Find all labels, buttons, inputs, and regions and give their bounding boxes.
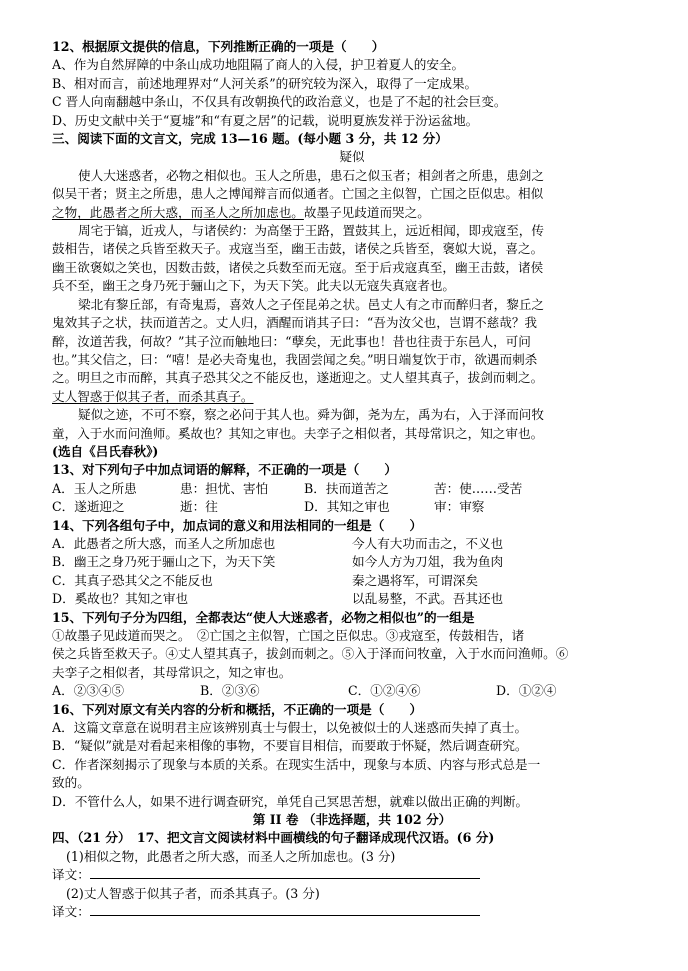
underlined-sentence-1: 之物，此愚者之所大惑，而圣人之所加虑也。	[52, 204, 304, 220]
q13-option-c-gloss: 逝：往	[180, 499, 218, 515]
answer-blank-2[interactable]	[90, 903, 480, 916]
passage-p1-line: 似吴干者；贤主之所患，患人之博闻辩言而似通者。亡国之主似智，亡国之臣似忠。相似	[52, 186, 544, 202]
q12-option-b: B、相对而言，前述地理界对“人河关系”的研究较为深入，取得了一定成果。	[52, 75, 478, 91]
q13-row	[52, 480, 652, 498]
translation-answer-1	[52, 866, 652, 884]
passage-p2-line: 鼓相告，诸侯之兵皆至救天子。戎寇当至，幽王击鼓，诸侯之兵皆至，褒姒大说，喜之。	[52, 241, 544, 257]
passage-p3-line: 鬼效其子之状，扶而道苦之。丈人归，酒醒而诮其子曰：“吾为汝父也，岂谓不慈哉？我	[52, 315, 538, 331]
q13-option-a: A．玉人之所患	[52, 480, 137, 496]
q14-option-c-left: C．其真子恐其父之不能反也	[52, 572, 213, 588]
q15-sentence-line: ①故墨子见歧道而哭之。 ②亡国之主似智，亡国之臣似忠。③戎寇至，传鼓相告，诸	[52, 628, 525, 643]
q15-stem: 15、下列句子分为四组，全都表达“使人大迷惑者，必物之相似也”的一组是	[52, 609, 475, 625]
q12-stem: 12、根据原文提供的信息，下列推断正确的一项是（ ）	[52, 39, 385, 54]
passage-p2-line: 幽王欲褒姒之笑也，因数击鼓，诸侯之兵数至而无寇。至于后戎寇真至，幽王击鼓，诸侯	[52, 259, 544, 275]
q16-option-c-cont: 致的。	[52, 775, 90, 791]
q14-option-b-left: B．幽王之身乃死于骊山之下，为天下笑	[52, 554, 276, 570]
passage-p3-line: 醉，汝道苦我，何故？”其子泣而触地曰：“孽矣，无此事也！昔也往责于东邑人，可问	[52, 333, 531, 349]
section3-heading: 三、阅读下面的文言文，完成 13—16 题。(每小题 3 分，共 12 分）	[52, 131, 448, 147]
passage-p4-line: 疑似之迹，不可不察，察之必问于其人也。舜为御，尧为左，禹为右，入于泽而问牧	[78, 407, 544, 423]
q16-option-c: C．作者深刻揭示了现象与本质的关系。在现实生活中，现象与本质、内容与形式总是一	[52, 756, 541, 772]
q14-row	[52, 572, 652, 590]
q13-row	[52, 498, 652, 516]
passage-p3-line-underlined	[52, 388, 652, 406]
q13-option-d: D．其知之审也	[304, 499, 390, 515]
passage-p3-line: 之。明旦之市而醉，其真子恐其父之不能反也，遂逝迎之。丈人望其真子，拔剑而刺之。	[52, 370, 544, 386]
q14-option-a-right: 今人有大功而击之，不义也	[352, 535, 504, 551]
q14-option-c-right: 秦之遇将军，可谓深矣	[352, 572, 478, 588]
passage-text: 故墨子见歧道而哭之。	[303, 204, 430, 220]
q15-sentence-line: 侯之兵皆至救天子。④丈人望其真子，拔剑而刺之。⑤入于泽而问牧童，入于水而问渔师。⑥	[52, 646, 569, 662]
q15-options	[52, 682, 652, 700]
q14-stem: 14、下列各组句子中，加点词的意义和用法相同的一组是（ ）	[52, 517, 423, 533]
q16-option-a: A．这篇文章意在说明君主应该辨别真士与假士，以免被似士的人迷惑而失掉了真士。	[52, 720, 528, 736]
q12-option-d: D、历史文献中关于“夏墟”和“有夏之居”的记载，说明夏族发祥于汾运盆地。	[52, 112, 479, 128]
passage-p2-line: 周宅于镐，近戎人，与诸侯约：为高堡于王路，置鼓其上，远近相闻，即戎寇至，传	[78, 223, 544, 239]
translation-prompt-1: (1)相似之物，此愚者之所大惑，而圣人之所加虑也。(3 分)	[66, 848, 396, 864]
underlined-sentence-2: 丈人智惑于似其子者，而杀其真子。	[52, 388, 254, 404]
q15-option-a: A．②③④⑤	[52, 683, 125, 699]
passage-source: (选自《吕氏春秋》)	[52, 443, 159, 459]
q15-sentence-line: 夫孪子之相似者，其母常识之，知之审也。	[52, 664, 292, 680]
q12-option-a: A、作为自然屏障的中条山成功地阻隔了商人的入侵，护卫着夏人的安全。	[52, 57, 465, 73]
passage-p4-line: 童，入于水而问渔师。奚故也？其知之审也。夫孪子之相似者，其母常识之，知之审也。	[52, 425, 544, 441]
q13-option-c: C．遂逝迎之	[52, 499, 125, 515]
q14-option-d-left: D．奚故也？其知之审也	[52, 591, 189, 607]
q12-option-c: C 晋人向南翻越中条山，不仅具有改朝换代的政治意义，也是了不起的社会巨变。	[52, 94, 507, 110]
q16-stem: 16、下列对原文有关内容的分析和概括，不正确的一项是（ ）	[52, 701, 423, 717]
q13-option-a-gloss: 患：担忧、害怕	[180, 480, 269, 496]
translation-answer-2	[52, 903, 652, 921]
q15-option-c: C．①②④⑥	[348, 683, 421, 699]
q13-option-b-gloss: 苦：使……受苦	[434, 480, 523, 496]
passage-p2-line: 兵不至，幽王之身乃死于骊山之下，为天下笑。此夫以无寇失真寇者也。	[52, 278, 455, 294]
q13-option-b: B．扶而道苦之	[304, 480, 389, 496]
q15-option-b: B．②③⑥	[200, 683, 260, 699]
answer-label: 译文：	[52, 867, 90, 883]
passage-p3-line: 也。”其父信之，曰：“嘻！是必夫奇鬼也，我固尝闻之矣。”明日端复饮于市，欲遇而刺杀	[52, 351, 538, 367]
answer-blank-1[interactable]	[90, 866, 480, 879]
q13-stem: 13、对下列句子中加点词语的解释，不正确的一项是（ ）	[52, 462, 397, 478]
q14-option-d-right: 以乱易整，不武。吾其还也	[352, 591, 504, 607]
q15-option-d: D．①②④	[496, 683, 557, 699]
section4-heading: 四、（21 分） 17、把文言文阅读材料中画横线的句子翻译成现代汉语。(6 分)	[52, 830, 495, 846]
answer-label: 译文：	[52, 904, 90, 920]
q14-row	[52, 535, 652, 553]
passage-p3-line: 梁北有黎丘部，有奇鬼焉，喜效人之子侄昆弟之状。邑丈人有之市而醉归者，黎丘之	[78, 296, 544, 312]
translation-prompt-2: (2)丈人智惑于似其子者，而杀其真子。(3 分)	[66, 885, 320, 901]
passage-title: 疑似	[339, 149, 365, 165]
q14-option-a-left: A．此愚者之所大惑，而圣人之所加虑也	[52, 535, 276, 551]
q16-option-b: B．“疑似”就是对看起来相像的事物，不要盲目相信，而要敢于怀疑，然后调查研究。	[52, 738, 528, 754]
q16-option-d: D．不管什么人，如果不进行调查研究，单凭自己冥思苦想，就难以做出正确的判断。	[52, 793, 529, 809]
q13-option-d-gloss: 审：审察	[434, 499, 485, 515]
passage-p1-line: 使人大迷惑者，必物之相似也。玉人之所患，患石之似玉者；相剑者之所患，患剑之	[78, 167, 544, 183]
q14-row	[52, 590, 652, 608]
q14-option-b-right: 如今人方为刀俎，我为鱼肉	[352, 554, 504, 570]
part2-heading: 第 II 卷 （非选择题，共 102 分）	[252, 812, 452, 828]
q14-row	[52, 553, 652, 571]
passage-p1-line-underlined	[52, 204, 652, 222]
